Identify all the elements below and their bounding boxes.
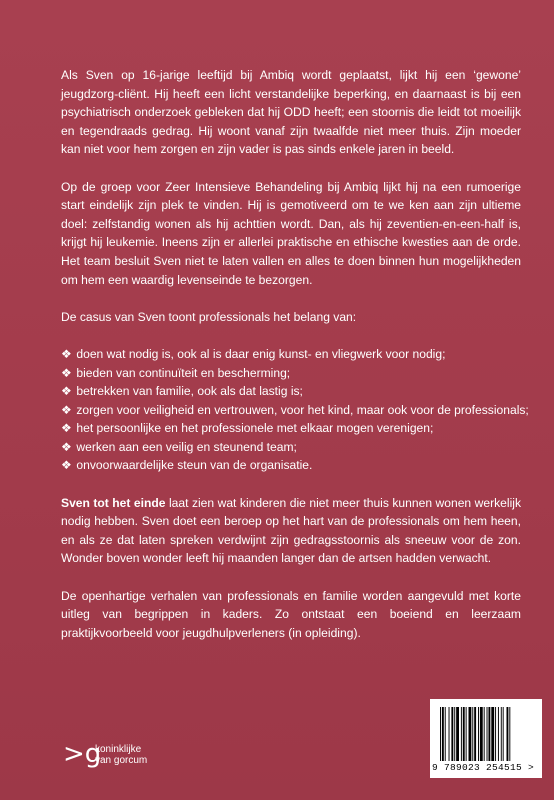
diamond-bullet-icon: ❖ (61, 458, 72, 473)
list-intro: De casus van Sven toont professionals het belang van: (61, 309, 357, 324)
diamond-bullet-icon: ❖ (61, 421, 72, 436)
paragraph-summary: Sven tot het einde laat zien wat kinderen die niet meer thuis kunnen wonen werkelijk nodig hebben. Sven doet een beroep op het hart van de professionals om hem heen, en als ze dat laten spreken verdwijnt zijn gedragsstoornis als sneeuw voor de zon. Wonder boven wonder leeft hij maanden langer dan de artsen hadden verwacht. (61, 495, 522, 566)
paragraph-intro: Als Sven op 16-jarige leeftijd bij Ambiq wordt geplaatst, lijkt hij een ‘gewone’ jeugdzorg-cliënt. Hij heeft een licht verstandelijke beperking, en daarnaast is bij een psychiatrisch onderzoek gebleken dat hij ODD heeft; een stoornis die leidt tot moeilijk en tegendraads gedrag. Hij woont vanaf zijn twaalfde niet meer thuis. Zijn moeder kan niet voor hem zorgen en zijn vader is pas sinds enkele jaren in beeld. (61, 68, 521, 157)
list-item: ❖ het persoonlijke en het professionele met elkaar mogen verenigen; (61, 419, 521, 438)
list-item: ❖ doen wat nodig is, ook al is daar enig kunst- en vliegwerk voor nodig; (61, 345, 521, 364)
diamond-bullet-icon: ❖ (61, 402, 72, 417)
publisher-name-line-1: koninklijke (95, 744, 142, 755)
list-item: ❖ zorgen voor veiligheid en vertrouwen, voor het kind, maar ook voor de professionals; (61, 401, 521, 420)
publisher-name-line-2: van gorcum (95, 755, 148, 766)
importance-list (61, 345, 529, 475)
paragraph-closing: De openhartige verhalen van professionals en familie worden aangevuld met korte uitleg van begrippen in kaders. Zo ontstaat een boeiend en leerzaam praktijkvoorbeeld voor jeugdhulpverleners (in opleiding). (61, 588, 521, 640)
publisher-logo (63, 741, 203, 771)
diamond-bullet-icon: ❖ (61, 439, 72, 454)
blurb-text (61, 66, 529, 642)
isbn-number: 9 789023 254515 > (432, 762, 535, 773)
list-item: ❖ werken aan een veilig en steunend team; (61, 438, 521, 457)
diamond-bullet-icon: ❖ (61, 346, 72, 361)
isbn-barcode (430, 699, 542, 778)
list-item: ❖ bieden van continuïteit en bescherming; (61, 364, 521, 383)
diamond-bullet-icon: ❖ (61, 365, 72, 380)
book-title: Sven tot het einde (61, 495, 166, 510)
paragraph-story: Op de groep voor Zeer Intensieve Behandeling bij Ambiq lijkt hij na een rumoerige start eindelijk zijn plek te vinden. Hij is gemotiveerd om te we ken aan zijn ultieme doel: zelfstandig wonen als hij achttien wordt. Dan, als hij zeventien-en-een-half is, krijgt hij leukemie. Ineens zijn er allerlei praktische en ethische kwesties aan de orde. Het team besluit Sven niet te laten vallen en alles te doen binnen hun mogelijkheden om hem een waardig levenseinde te bezorgen. (61, 179, 521, 287)
barcode-icon (440, 707, 534, 761)
diamond-bullet-icon: ❖ (61, 384, 72, 399)
list-item: ❖ onvoorwaardelijke steun van de organisatie. (61, 456, 521, 475)
list-item: ❖ betrekken van familie, ook als dat lastig is; (61, 382, 521, 401)
publisher-mark-icon: >g (63, 739, 102, 769)
